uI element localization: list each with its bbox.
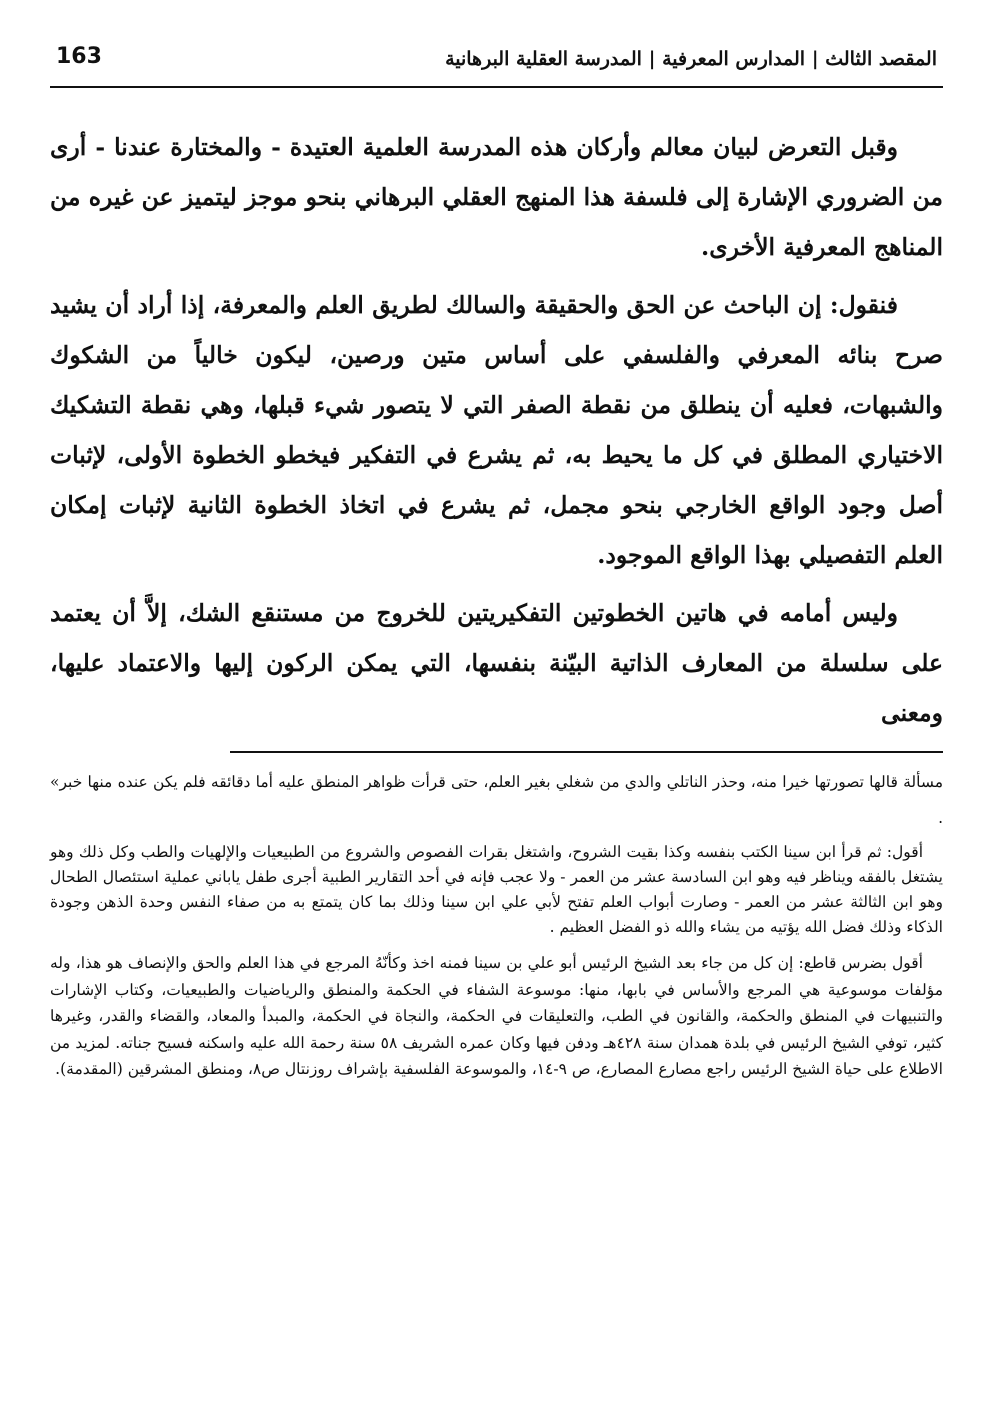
footnote-divider — [230, 751, 943, 753]
paragraph: وقبل التعرض لبيان معالم وأركان هذه المدرسة العلمية العتيدة - والمختارة عندنا - أرى من الضروري الإشارة إلى فلسفة هذا المنهج العقلي البرهاني بنحو موجز ليتميز عن غيره من المناهج المعرفية الأخرى. — [50, 133, 943, 261]
footnote: مسألة قالها تصورتها خيرا منه، وحذر الناتلي والدي من شغلي بغير العلم، حتى قرأت ظواهر المنطق عليه أما دقائقه فلم يكن عنده منها خبر» . — [50, 773, 943, 827]
header-divider — [50, 86, 943, 88]
running-title: المقصد الثالث | المدارس المعرفية | المدرسة العقلية البرهانية — [445, 48, 937, 70]
page-header — [50, 38, 943, 88]
footnotes — [50, 764, 943, 1083]
footnote: أقول: ثم قرأ ابن سينا الكتب بنفسه وكذا بقيت الشروح، واشتغل بقرات الفصوص والشروع من الطبيعيات والإلهيات والطب وكل ذلك وهو يشتغل بالفقه ويناظر فيه وهو ابن السادسة عشر من العمر - ولا عجب فإنه في أحد التقارير الطبية أجرى طفل ياباني عملية استئصال الطحال وهو ابن الثالثة عشر من العمر - وصارت أبواب العلم تفتح لأبي علي ابن سينا وذلك بما كان يتمتع به من صفاء النفس وحدة الذهن وجودة الذكاء وذلك فضل الله يؤتيه من يشاء والله ذو الفضل العظيم . — [50, 843, 943, 936]
main-text — [50, 122, 943, 746]
paragraph: وليس أمامه في هاتين الخطوتين التفكيريتين للخروج من مستنقع الشك، إلاَّ أن يعتمد على سلسلة من المعارف الذاتية البيّنة بنفسها، التي يمكن الركون إليها والاعتماد عليها، ومعنى — [50, 599, 943, 727]
footnote: أقول بضرس قاطع: إن كل من جاء بعد الشيخ الرئيس أبو علي بن سينا فمنه اخذ وكأنّهُ المرجع في هذا العلم والحق والإنصاف هو هذا، وله مؤلفات موسوعية هي المرجع والأساس في بابها، منها: موسوعة الشفاء في الحكمة والمنطق والرياضيات والطبيعيات، وكتاب الإشارات والتنبيهات في المنطق والحكمة، والقانون في الطب، والتعليقات في الحكمة، والنجاة في الحكمة، والمبدأ والمعاد، والقضاء والقدر، وغيرها كثير، توفي الشيخ الرئيس في بلدة همدان سنة ٤٢٨هـ ودفن فيها وكان عمره الشريف ٥٨ سنة رحمة الله عليه واسكنه فسيح جناته. لمزيد من الاطلاع على حياة الشيخ الرئيس راجع مصارع المصارع، ص ٩-١٤، والموسوعة الفلسفية بإشراف روزنتال ص٨، ومنطق المشرقين (المقدمة). — [50, 954, 944, 1078]
paragraph: فنقول: إن الباحث عن الحق والحقيقة والسالك لطريق العلم والمعرفة، إذا أراد أن يشيد صرح بنائه المعرفي والفلسفي على أساس متين ورصين، ليكون خالياً من الشكوك والشبهات، فعليه أن ينطلق من نقطة الصفر التي لا يتصور شيء قبلها، وهي نقطة التشكيك الاختياري المطلق في كل ما يحيط به، ثم يشرع في التفكير فيخطو الخطوة الأولى، لإثبات أصل وجود الواقع الخارجي بنحو مجمل، ثم يشرع في اتخاذ الخطوة الثانية لإثبات إمكان العلم التفصيلي بهذا الواقع الموجود. — [50, 291, 943, 569]
page-number: 163 — [56, 44, 102, 69]
